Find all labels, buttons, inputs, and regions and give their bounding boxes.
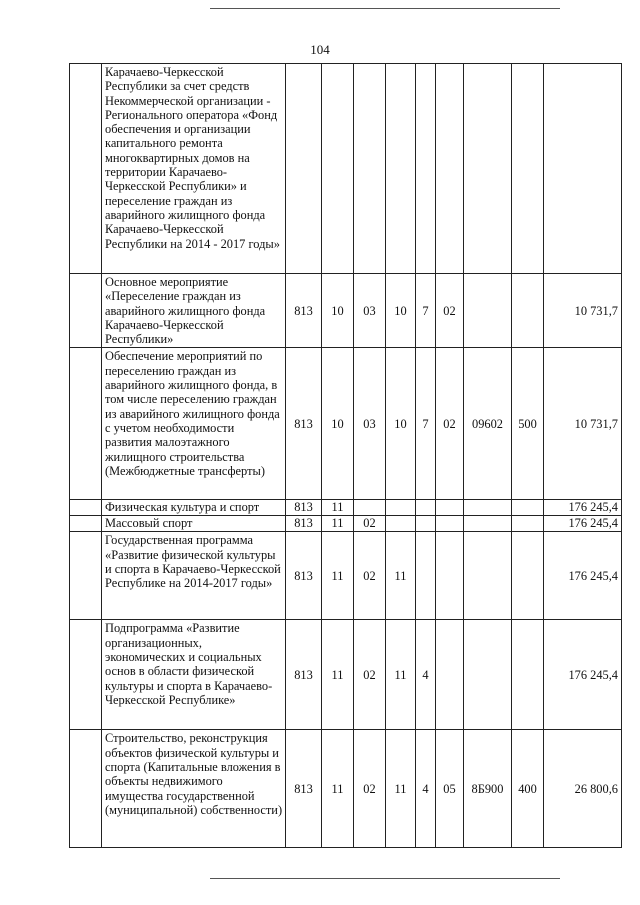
table-row — [70, 500, 622, 516]
program-code-cell: 11 — [386, 730, 416, 848]
direction-code-cell: 09602 — [464, 348, 512, 500]
direction-code-cell — [464, 500, 512, 516]
table-row — [70, 64, 622, 274]
event-code-cell — [436, 500, 464, 516]
program-code-cell: 10 — [386, 274, 416, 348]
ved-code-cell: 813 — [286, 620, 322, 730]
row-index-cell — [70, 620, 102, 730]
amount-cell: 176 245,4 — [544, 516, 622, 532]
program-code-cell: 10 — [386, 348, 416, 500]
program-code-cell: 11 — [386, 620, 416, 730]
amount-cell: 26 800,6 — [544, 730, 622, 848]
amount-cell: 176 245,4 — [544, 500, 622, 516]
bottom-scan-rule — [210, 878, 560, 879]
section-code-cell: 10 — [322, 348, 354, 500]
section-code-cell: 11 — [322, 730, 354, 848]
budget-table — [69, 63, 622, 848]
program-code-cell: 11 — [386, 532, 416, 620]
subprogram-code-cell — [416, 532, 436, 620]
direction-code-cell — [464, 516, 512, 532]
program-code-cell — [386, 516, 416, 532]
row-name-cell: Физическая культура и спорт — [102, 500, 286, 516]
event-code-cell: 02 — [436, 274, 464, 348]
subprogram-code-cell: 4 — [416, 620, 436, 730]
subprogram-code-cell — [416, 64, 436, 274]
table-row — [70, 532, 622, 620]
row-index-cell — [70, 516, 102, 532]
amount-cell: 10 731,7 — [544, 274, 622, 348]
program-code-cell — [386, 500, 416, 516]
table-body — [70, 64, 622, 848]
section-code-cell: 11 — [322, 500, 354, 516]
amount-cell: 176 245,4 — [544, 620, 622, 730]
subsection-code-cell — [354, 64, 386, 274]
expense-type-cell — [512, 516, 544, 532]
expense-type-cell — [512, 532, 544, 620]
event-code-cell — [436, 532, 464, 620]
ved-code-cell: 813 — [286, 348, 322, 500]
row-index-cell — [70, 348, 102, 500]
ved-code-cell: 813 — [286, 500, 322, 516]
expense-type-cell — [512, 620, 544, 730]
subsection-code-cell: 02 — [354, 620, 386, 730]
ved-code-cell: 813 — [286, 274, 322, 348]
expense-type-cell: 400 — [512, 730, 544, 848]
ved-code-cell: 813 — [286, 532, 322, 620]
subsection-code-cell: 03 — [354, 274, 386, 348]
expense-type-cell — [512, 64, 544, 274]
row-name-cell: Массовый спорт — [102, 516, 286, 532]
table-row — [70, 620, 622, 730]
section-code-cell: 11 — [322, 532, 354, 620]
row-index-cell — [70, 500, 102, 516]
table-row — [70, 274, 622, 348]
table-row — [70, 348, 622, 500]
row-index-cell — [70, 64, 102, 274]
subsection-code-cell: 02 — [354, 730, 386, 848]
row-name-cell: Государственная программа «Развитие физической культуры и спорта в Карачаево-Черкесской Республике на 2014-2017 годы» — [102, 532, 286, 620]
expense-type-cell — [512, 500, 544, 516]
subprogram-code-cell — [416, 500, 436, 516]
direction-code-cell — [464, 274, 512, 348]
table-row — [70, 516, 622, 532]
table-row — [70, 730, 622, 848]
subsection-code-cell: 03 — [354, 348, 386, 500]
subprogram-code-cell: 7 — [416, 348, 436, 500]
subsection-code-cell: 02 — [354, 532, 386, 620]
row-name-cell: Строительство, реконструкция объектов физической культуры и спорта (Капитальные вложения в объекты недвижимого имущества государственной (муниципальной) собственности) — [102, 730, 286, 848]
ved-code-cell — [286, 64, 322, 274]
row-index-cell — [70, 532, 102, 620]
row-name-cell: Обеспечение мероприятий по переселению граждан из аварийного жилищного фонда, в том числе переселению граждан из аварийного жилищного фонда с учетом необходимости развития малоэтажного жилищного строительства (Межбюджетные трансферты) — [102, 348, 286, 500]
direction-code-cell — [464, 532, 512, 620]
subprogram-code-cell: 7 — [416, 274, 436, 348]
top-scan-rule — [210, 8, 560, 9]
row-name-cell: Основное мероприятие «Переселение граждан из аварийного жилищного фонда Карачаево-Черкесской Республики» — [102, 274, 286, 348]
amount-cell — [544, 64, 622, 274]
expense-type-cell — [512, 274, 544, 348]
row-name-cell: Карачаево-Черкесской Республики за счет средств Некоммерческой организации - Регионального оператора «Фонд обеспечения и организации капитального ремонта многоквартирных домов на территории Карачаево-Черкесской Республики» и переселение граждан из аварийного жилищного фонда Карачаево-Черкесской Республики на 2014 - 2017 годы» — [102, 64, 286, 274]
direction-code-cell — [464, 64, 512, 274]
expense-type-cell: 500 — [512, 348, 544, 500]
section-code-cell: 11 — [322, 516, 354, 532]
event-code-cell — [436, 620, 464, 730]
subprogram-code-cell: 4 — [416, 730, 436, 848]
event-code-cell: 05 — [436, 730, 464, 848]
program-code-cell — [386, 64, 416, 274]
row-name-cell: Подпрограмма «Развитие организационных, экономических и социальных основ в области физической культуры и спорта в Карачаево-Черкесской Республике» — [102, 620, 286, 730]
event-code-cell — [436, 516, 464, 532]
event-code-cell — [436, 64, 464, 274]
direction-code-cell: 8Б900 — [464, 730, 512, 848]
section-code-cell: 10 — [322, 274, 354, 348]
subprogram-code-cell — [416, 516, 436, 532]
row-index-cell — [70, 730, 102, 848]
row-index-cell — [70, 274, 102, 348]
section-code-cell — [322, 64, 354, 274]
ved-code-cell: 813 — [286, 516, 322, 532]
subsection-code-cell — [354, 500, 386, 516]
page-number: 104 — [310, 42, 330, 57]
amount-cell: 176 245,4 — [544, 532, 622, 620]
section-code-cell: 11 — [322, 620, 354, 730]
amount-cell: 10 731,7 — [544, 348, 622, 500]
direction-code-cell — [464, 620, 512, 730]
ved-code-cell: 813 — [286, 730, 322, 848]
subsection-code-cell: 02 — [354, 516, 386, 532]
event-code-cell: 02 — [436, 348, 464, 500]
